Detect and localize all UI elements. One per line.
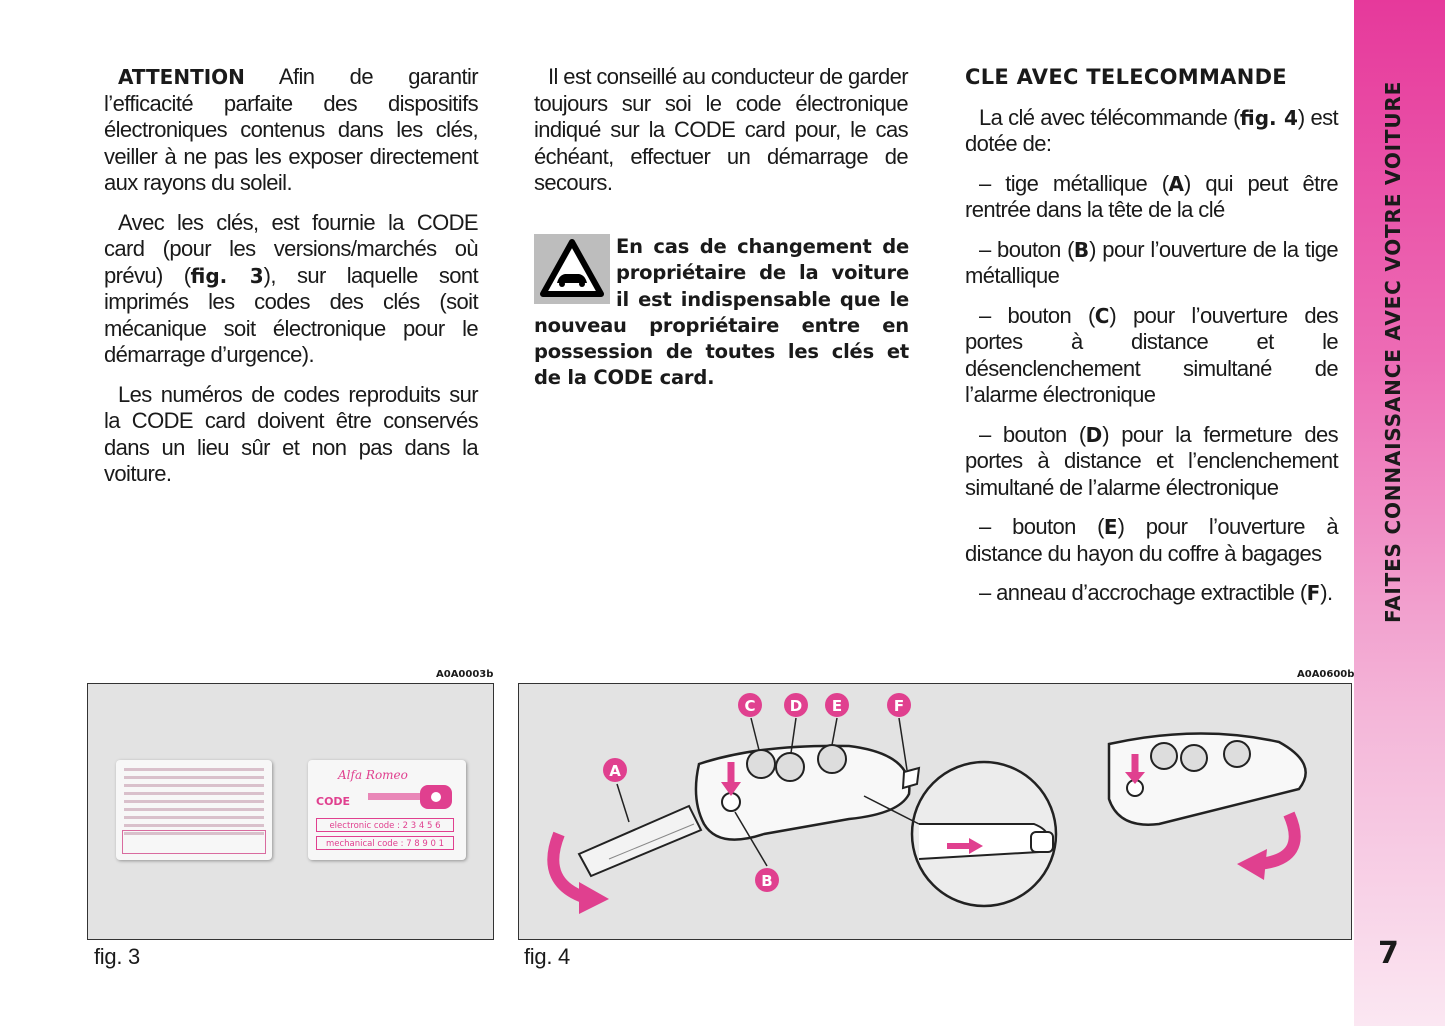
code-card-front (308, 760, 466, 860)
label-d: D (789, 697, 803, 715)
advice-paragraph: Il est conseillé au conducteur de garder toujours sur soi le code électronique indiqué sur la CODE card pour, le cas échéant, effectuer un démarrage de secours. (534, 64, 909, 195)
code-card-paragraph: Avec les clés, est fournie la CODE card (pour les versions/marchés où prévu) (fig. 3), sur laquelle sont imprimés les codes des clés (soit mécanique soit électronique pour le démarrage d’urgence). (104, 209, 478, 367)
electronic-code: electronic code : 2 3 4 5 6 (316, 818, 454, 832)
label-e: E (831, 697, 843, 715)
warning-text: En cas de changement de propriétaire de la voiture il est indispensable que le nouveau propriétaire entre en possession de toutes les clés et de la CODE card. (534, 235, 909, 390)
remote-key-intro: La clé avec télécommande (fig. 4) est dotée de: (965, 104, 1338, 156)
remote-key-illustration (519, 684, 1353, 941)
label-f: F (893, 697, 905, 715)
car-warning-icon (534, 234, 610, 304)
fig4-reference: fig. 4 (1239, 105, 1298, 130)
section-title: CLE AVEC TELECOMMANDE (965, 65, 1287, 89)
page-number: 7 (1378, 936, 1399, 971)
column-middle (534, 64, 908, 210)
label-a: A (609, 762, 621, 780)
column-right (965, 64, 1338, 620)
alfa-romeo-logo: Alfa Romeo (338, 768, 408, 782)
column-left (104, 64, 478, 501)
key-icon (366, 782, 456, 812)
fig3-code: A0A0003b (436, 669, 494, 680)
attention-paragraph: ATTENTION Afin de garantir l’efficacité parfaite des dispositifs électroniques contenus dans les clés, veiller à ne pas les exposer directement aux rayons du soleil. (104, 64, 478, 195)
chapter-title: FAITES CONNAISSANCE AVEC VOTRE VOITURE (1381, 80, 1405, 624)
fig3-reference: fig. 3 (190, 263, 264, 288)
list-item: – tige métallique (A) qui peut être rentrée dans la tête de la clé (965, 170, 1339, 222)
list-item: – bouton (B) pour l’ouverture de la tige métallique (965, 236, 1339, 288)
fig3-caption: fig. 3 (94, 944, 140, 969)
warning-box (534, 234, 909, 392)
list-item: – anneau d’accrochage extractible (F). (979, 580, 1333, 605)
list-item: – bouton (D) pour la fermeture des portes à distance et l’enclenchement simultané de l’alarme électronique (965, 421, 1339, 500)
list-item: – bouton (C) pour l’ouverture des portes à distance et le désenclenchement simultané de l’alarme électronique (965, 302, 1339, 407)
attention-label: ATTENTION (118, 65, 245, 89)
code-card-label: CODE (316, 795, 351, 808)
label-c: C (744, 697, 756, 715)
fig4-image (518, 683, 1352, 940)
code-card-back (116, 760, 272, 860)
list-item: – bouton (E) pour l’ouverture à distance du hayon du coffre à bagages (965, 514, 1338, 566)
code-numbers-paragraph: Les numéros de codes reproduits sur la CODE card doivent être conservés dans un lieu sûr et non pas dans la voiture. (104, 381, 478, 486)
fig3-image (87, 683, 494, 940)
fig4-caption: fig. 4 (524, 944, 570, 969)
label-b: B (761, 872, 773, 890)
fig4-code: A0A0600b (1297, 669, 1355, 680)
mechanical-code: mechanical code : 7 8 9 0 1 (316, 836, 454, 850)
